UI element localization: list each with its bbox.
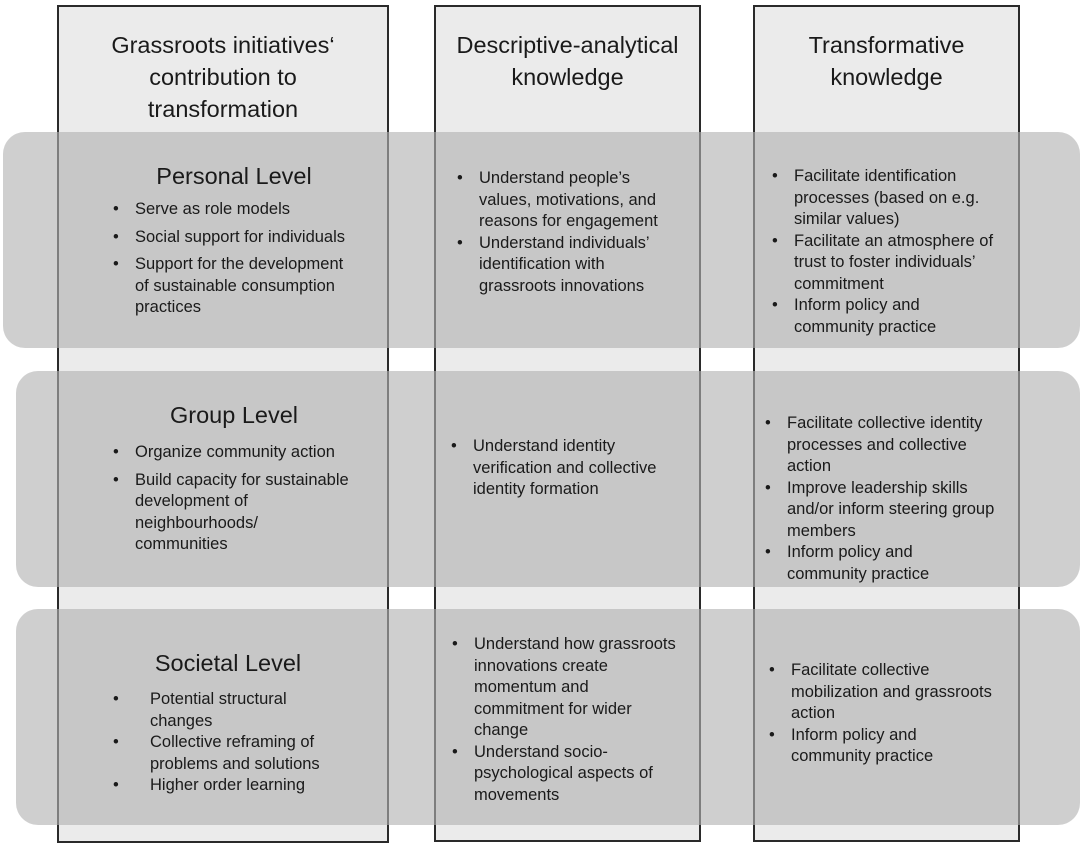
level-title-societal: Societal Level xyxy=(154,650,302,676)
contribution-list-personal xyxy=(113,199,383,325)
contribution-list-societal xyxy=(113,689,383,797)
column-header-descriptive xyxy=(436,29,699,93)
list-item: • Higher order learning xyxy=(113,775,383,797)
header-line: knowledge xyxy=(830,64,943,90)
transformative-list-personal xyxy=(772,166,1017,338)
list-item: • Understand people’s values, motivations, and reasons for engagement xyxy=(457,168,697,233)
list-item: • Facilitate an atmosphere of trust to foster individuals’ commitment xyxy=(772,231,1017,296)
header-line: contribution to xyxy=(149,64,297,90)
list-item: • Understand how grassroots innovations create momentum and commitment for wider change xyxy=(452,634,697,742)
level-title-personal: Personal Level xyxy=(156,163,312,189)
list-item: • Build capacity for sustainable development of neighbourhoods/ communities xyxy=(113,470,383,556)
list-item: • Understand identity verification and collective identity formation xyxy=(451,436,696,501)
header-line: Transformative xyxy=(808,32,965,58)
list-item: • Potential structural changes xyxy=(113,689,383,732)
transformative-list-societal xyxy=(769,660,1017,768)
descriptive-list-personal xyxy=(457,168,697,297)
descriptive-list-group xyxy=(451,436,696,501)
descriptive-list-societal xyxy=(452,634,697,806)
list-item: • Facilitate collective mobilization and grassroots action xyxy=(769,660,1017,725)
header-line: transformation xyxy=(147,96,299,122)
header-line: knowledge xyxy=(511,64,624,90)
list-item: • Organize community action xyxy=(113,442,383,464)
column-header-transformative xyxy=(755,29,1018,93)
list-item: • Facilitate collective identity processes and collective action xyxy=(765,413,1017,478)
list-item: • Social support for individuals xyxy=(113,227,383,249)
column-header-contribution xyxy=(59,29,387,125)
list-item: • Support for the development of sustainable consumption practices xyxy=(113,254,383,319)
list-item: • Inform policy and community practice xyxy=(772,295,1017,338)
header-line: Grassroots initiatives‘ xyxy=(111,32,335,58)
list-item: • Inform policy and community practice xyxy=(769,725,1017,768)
header-line: Descriptive-analytical xyxy=(456,32,679,58)
transformative-list-group xyxy=(765,413,1017,585)
list-item: • Collective reframing of problems and solutions xyxy=(113,732,383,775)
contribution-list-group xyxy=(113,442,383,562)
list-item: • Improve leadership skills and/or inform steering group members xyxy=(765,478,1017,543)
level-title-group: Group Level xyxy=(169,402,299,428)
list-item: • Serve as role models xyxy=(113,199,383,221)
list-item: • Understand individuals’ identification with grassroots innovations xyxy=(457,233,697,298)
list-item: • Inform policy and community practice xyxy=(765,542,1017,585)
list-item: • Facilitate identification processes (based on e.g. similar values) xyxy=(772,166,1017,231)
list-item: • Understand socio- psychological aspects of movements xyxy=(452,742,697,807)
